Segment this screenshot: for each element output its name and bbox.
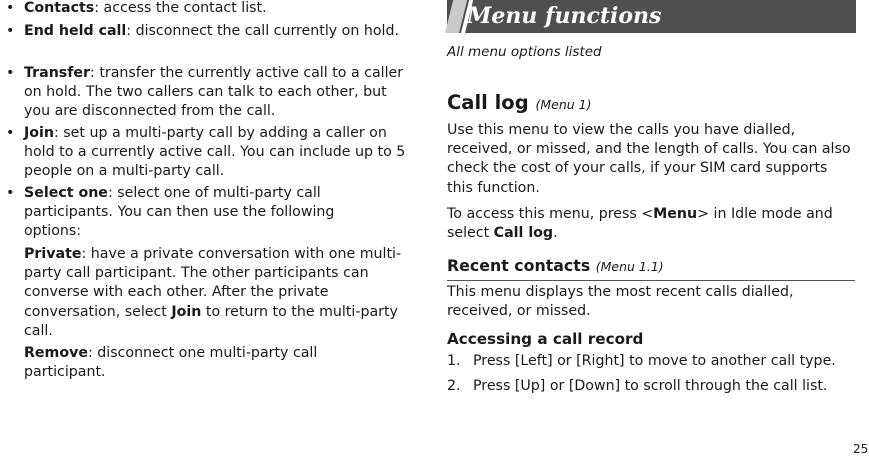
term-remove: Remove <box>24 345 88 361</box>
list-item-join <box>6 124 419 182</box>
heading-call-log <box>447 90 591 118</box>
desc-end-held-call: : disconnect the call currently on hold. <box>126 23 399 39</box>
desc-contacts: : access the contact list. <box>94 0 267 16</box>
menu-ref-recent-contacts: (Menu 1.1) <box>595 259 664 274</box>
desc-transfer: : transfer the currently active call to a caller on hold. The two callers can talk to each other, but you are disconnected from the call. <box>24 65 404 120</box>
option-private <box>6 245 404 341</box>
heading-call-log-text: Call log <box>447 91 529 114</box>
list-item-end-held-call <box>6 22 404 41</box>
term-join: Join <box>24 125 54 141</box>
section-subtitle: All menu options listed <box>447 44 602 60</box>
bullet-icon: • <box>6 23 15 39</box>
recent-contacts-description: This menu displays the most recent calls dialled, received, or missed. <box>447 284 794 320</box>
menu-key-label: Menu <box>653 206 698 222</box>
steps-list <box>447 352 857 402</box>
term-private: Private <box>24 246 82 262</box>
list-item-transfer <box>6 64 409 122</box>
access-text-c: . <box>553 225 558 242</box>
term-join-inline: Join <box>171 303 202 320</box>
step-text: Press [Left] or [Right] to move to another call type. <box>473 353 836 369</box>
step-item <box>447 377 857 396</box>
term-select-one: Select one <box>24 185 108 201</box>
bullet-icon: • <box>6 185 15 201</box>
page-number: 25 <box>853 442 869 456</box>
desc-remove: : disconnect one multi-party call participant. <box>24 345 318 381</box>
desc-private-b: to return to the multi-party call. <box>24 303 398 339</box>
heading-recent-contacts <box>447 255 664 278</box>
bullet-icon: • <box>6 0 15 16</box>
call-log-access-instructions <box>447 205 857 243</box>
call-log-description: Use this menu to view the calls you have dialled, received, or missed, and the length of calls. You can also check the cost of your calls, if your SIM card supports this function. <box>447 122 851 196</box>
heading-underline <box>447 280 855 281</box>
heading-recent-contacts-text: Recent contacts <box>447 256 591 275</box>
step-number: 2. <box>447 378 461 395</box>
term-end-held-call: End held call <box>24 23 127 39</box>
heading-accessing-call-record: Accessing a call record <box>447 330 644 348</box>
list-item-select-one <box>6 184 379 242</box>
access-text-b: > in Idle mode and select <box>447 206 833 242</box>
menu-ref-call-log: (Menu 1) <box>535 97 592 112</box>
bullet-icon: • <box>6 125 15 141</box>
step-text: Press [Up] or [Down] to scroll through the call list. <box>473 378 828 395</box>
desc-select-one: : select one of multi-party call participants. You can then use the following options: <box>24 185 335 240</box>
desc-private-a: : have a private conversation with one multi-party call participant. The other participants can converse with each other. After the private conversation, select <box>24 246 402 320</box>
section-title: Menu functions <box>467 3 662 29</box>
desc-join: : set up a multi-party call by adding a caller on hold to a currently active call. You can include up to 5 people on a multi-party call. <box>24 125 406 180</box>
term-transfer: Transfer <box>24 65 91 81</box>
step-item <box>447 352 857 371</box>
bullet-icon: • <box>6 65 15 81</box>
term-contacts: Contacts <box>24 0 95 16</box>
section-banner <box>447 0 856 33</box>
option-remove <box>6 344 369 382</box>
call-log-label: Call log <box>493 225 554 242</box>
access-text-a: To access this menu, press < <box>447 206 654 222</box>
list-item-contacts <box>6 0 414 18</box>
step-number: 1. <box>447 353 461 369</box>
